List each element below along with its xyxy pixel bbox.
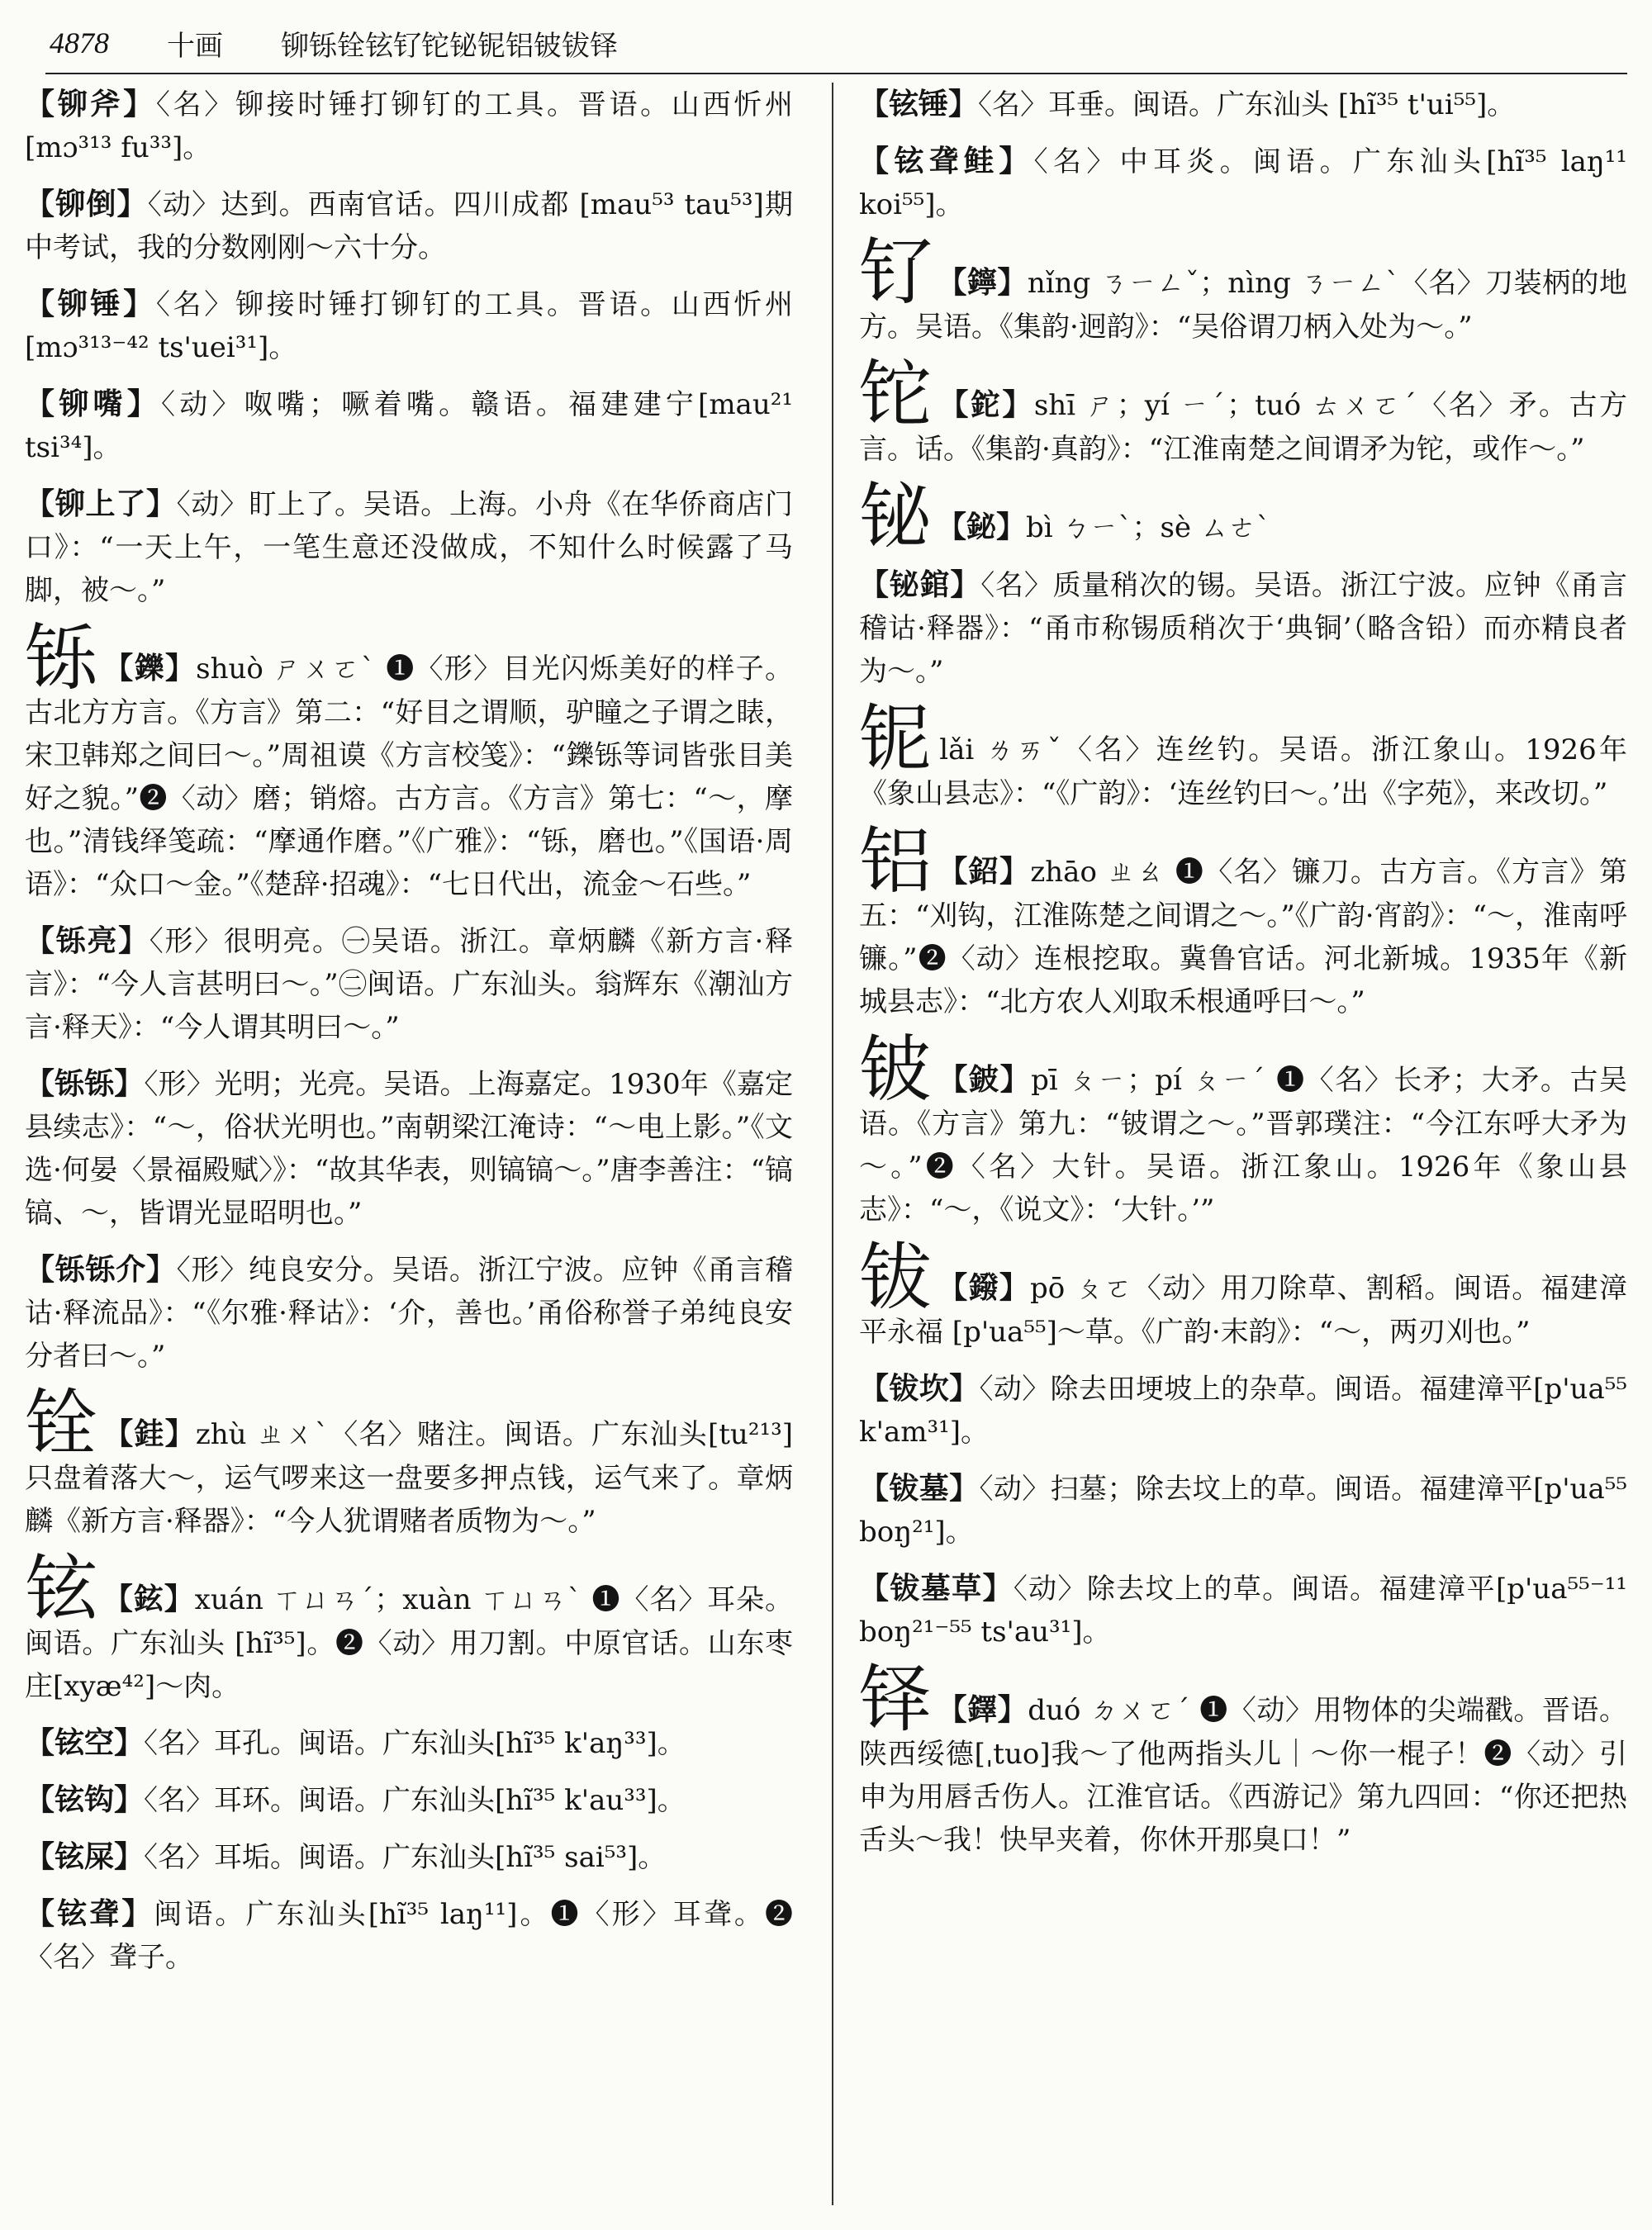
headword-character: 钌: [859, 230, 933, 315]
traditional-form: 【鈹】: [938, 1062, 1032, 1097]
headword-character: 铍: [859, 1027, 933, 1112]
entry-definition: lǎi ㄌㄞˇ〈名〉连丝钓。吴语。浙江象山。1926年《象山县志》：“《广韵》：‘连丝钓曰～。’出《字苑》，来改切。”: [859, 733, 1627, 810]
entry-definition: 闽语。广东汕头[hĩ³⁵ laŋ¹¹]。❶〈形〉耳聋。❷〈名〉聋子。: [25, 1898, 793, 1974]
dictionary-entry: [859, 140, 1627, 226]
entry-headword: 【钹墓草】: [859, 1571, 1014, 1606]
entry-definition: pī ㄆㄧ；pí ㄆㄧˊ ❶〈名〉长矛；大矛。古吴语。《方言》第九：“铍谓之～。”晋郭璞注：“今江东呼大矛为～。”❷〈名〉大针。吴语。浙江象山。1926年《象山县志》：“～，《说文》：‘大针。’”: [859, 1064, 1627, 1226]
entry-definition: 〈名〉耳垂。闽语。广东汕头 [hĩ³⁵ t'ui⁵⁵]。: [978, 88, 1516, 121]
entry-definition: 〈动〉扫墓；除去坟上的草。闽语。福建漳平[p'ua⁵⁵ boŋ²¹]。: [859, 1473, 1627, 1549]
dictionary-entry: [25, 615, 793, 906]
dictionary-entry: [25, 83, 793, 169]
entry-definition: 〈动〉达到。西南官话。四川成都 [mau⁵³ tau⁵³]期中考试，我的分数刚刚～六十分。: [25, 188, 793, 264]
entry-headword: 【铆锤】: [25, 287, 156, 321]
headword-character: 钹: [859, 1235, 933, 1320]
entry-definition: 〈名〉铆接时锤打铆钉的工具。晋语。山西忻州[mɔ³¹³⁻⁴² ts'uei³¹]。: [25, 288, 793, 364]
entry-definition: zhù ㄓㄨˋ〈名〉赌注。闽语。广东汕头[tu²¹³]只盘着落大～，运气啰来这一盘要多押点钱，运气来了。章炳麟《新方言·释器》：“今人犹谓赌者质物为～。”: [25, 1418, 793, 1538]
section-label: 十画: [167, 29, 223, 63]
entry-headword: 【铋錧】: [859, 567, 981, 602]
entry-headword: 【铄铄】: [25, 1066, 145, 1101]
headword-character: 铝: [859, 818, 933, 904]
traditional-form: 【銈】: [103, 1416, 196, 1451]
headword-character: 铨: [25, 1381, 99, 1466]
entry-definition: 〈动〉除去田埂坡上的杂草。闽语。福建漳平[p'ua⁵⁵ k'am³¹]。: [859, 1373, 1627, 1449]
entry-headword: 【铉聋鲑】: [859, 144, 1034, 178]
dictionary-entry: [25, 183, 793, 269]
entry-headword: 【铉屎】: [25, 1839, 145, 1874]
entry-headword: 【铉聋】: [25, 1896, 154, 1931]
traditional-form: 【鉈】: [938, 387, 1034, 422]
column-divider: [832, 83, 833, 2205]
dictionary-entry: [25, 1546, 793, 1708]
dictionary-entry: [25, 1381, 793, 1543]
traditional-form: 【鑏】: [937, 265, 1028, 300]
entry-definition: 〈动〉除去坟上的草。闽语。福建漳平[p'ua⁵⁵⁻¹¹ boŋ²¹⁻⁵⁵ ts'au³¹]。: [859, 1573, 1627, 1649]
entry-definition: 〈名〉耳孔。闽语。广东汕头[hĩ³⁵ k'aŋ³³]。: [144, 1727, 686, 1760]
traditional-form: 【鏺】: [938, 1270, 1031, 1305]
entry-definition: bì ㄅㄧˋ；sè ㄙㄜˋ: [1026, 511, 1270, 544]
dictionary-entry: [859, 1235, 1627, 1354]
entry-headword: 【铄铄介】: [25, 1252, 177, 1287]
dictionary-entry: [859, 1367, 1627, 1454]
dictionary-entry: [859, 1657, 1627, 1862]
entry-definition: shī ㄕ；yí ㄧˊ；tuó ㄊㄨㄛˊ〈名〉矛。古方言。话。《集韵·真韵》：“江淮南楚之间谓矛为铊，或作～。”: [859, 389, 1627, 466]
traditional-form: 【鐸】: [937, 1692, 1028, 1727]
entry-headword: 【铄亮】: [25, 923, 150, 958]
dictionary-entry: [25, 1721, 793, 1765]
entry-definition: 〈动〉呶嘴；噘着嘴。赣语。福建建宁[mau²¹ tsi³⁴]。: [25, 388, 793, 464]
dictionary-entry: [25, 282, 793, 369]
dictionary-entry: [25, 1892, 793, 1979]
headword-character: 铊: [859, 352, 934, 437]
dictionary-entry: [859, 474, 1627, 559]
header-rule: [45, 73, 1627, 74]
right-column: [859, 83, 1627, 2213]
headword-character: 铌: [859, 696, 935, 781]
left-column: [25, 83, 793, 2213]
entry-definition: xuán ㄒㄩㄢˊ；xuàn ㄒㄩㄢˋ ❶〈名〉耳朵。闽语。广东汕头 [hĩ³⁵]。❷〈动〉用刀割。中原官话。山东枣庄[xyæ⁴²]～肉。: [25, 1583, 793, 1703]
traditional-form: 【鉊】: [938, 854, 1031, 889]
dictionary-entry: [859, 563, 1627, 693]
dictionary-entry: [25, 482, 793, 612]
entry-headword: 【钹墓】: [859, 1471, 980, 1506]
dictionary-entry: [25, 1248, 793, 1378]
dictionary-entry: [25, 1062, 793, 1235]
dictionary-entry: [25, 1835, 793, 1879]
entry-definition: 〈形〉光明；光亮。吴语。上海嘉定。1930年《嘉定县续志》：“～，俗状光明也。”南朝梁江淹诗：“～电上影。”《文选·何晏〈景福殿赋〉》：“故其华表，则镐镐～。”唐李善注：“镐镐、～，皆谓光显昭明也。”: [25, 1068, 793, 1230]
dictionary-entry: [859, 1567, 1627, 1654]
entry-definition: 〈名〉中耳炎。闽语。广东汕头[hĩ³⁵ laŋ¹¹ koi⁵⁵]。: [859, 145, 1627, 221]
dictionary-entry: [859, 1467, 1627, 1554]
entry-definition: duó ㄉㄨㄛˊ ❶〈动〉用物体的尖端戳。晋语。陕西绥德[ˌtuo]我～了他两指头儿｜～你一棍子！❷〈动〉引申为用唇舌伤人。江淮官话。《西游记》第九四回：“你还把热舌头～我！快早夹着，你休开那臭口！”: [859, 1694, 1627, 1857]
entry-definition: 〈名〉质量稍次的锡。吴语。浙江宁波。应钟《甬言稽诂·释器》：“甬市称锡质稍次于‘典铜’（略含铅）而亦精良者为～。”: [859, 569, 1627, 688]
headword-character: 铉: [25, 1546, 98, 1631]
dictionary-entry: [859, 230, 1627, 349]
entry-headword: 【铉空】: [25, 1725, 145, 1760]
header-characters: 铆铄铨铉钌铊铋铌铝铍钹铎: [281, 29, 618, 63]
entry-definition: 〈动〉盯上了。吴语。上海。小舟《在华侨商店门口》：“一天上午，一笔生意还没做成，不知什么时候露了马脚，被～。”: [25, 488, 793, 607]
traditional-form: 【鑠】: [103, 651, 197, 686]
dictionary-entry: [859, 83, 1627, 126]
entry-headword: 【铉锤】: [859, 87, 979, 121]
entry-headword: 【铉钩】: [25, 1782, 145, 1817]
entry-definition: pō ㄆㄛ〈动〉用刀除草、割稻。闽语。福建漳平永福 [p'ua⁵⁵]～草。《广韵·末韵》：“～，两刃刈也。”: [859, 1272, 1627, 1349]
entry-definition: 〈名〉耳环。闽语。广东汕头[hĩ³⁵ k'au³³]。: [144, 1784, 686, 1817]
dictionary-entry: [25, 382, 793, 469]
headword-character: 铎: [859, 1657, 933, 1742]
entry-headword: 【铆倒】: [25, 187, 148, 221]
dictionary-entry: [859, 352, 1627, 471]
headword-character: 铄: [25, 615, 99, 700]
traditional-form: 【鉉】: [102, 1582, 195, 1616]
dictionary-entry: [859, 1027, 1627, 1231]
traditional-form: 【鉍】: [937, 510, 1027, 544]
entry-headword: 【铆嘴】: [25, 387, 161, 421]
page-header: [50, 18, 1619, 68]
entry-headword: 【钹坎】: [859, 1371, 980, 1406]
entry-headword: 【铆斧】: [25, 87, 156, 121]
headword-character: 铋: [859, 474, 933, 559]
entry-definition: 〈名〉铆接时锤打铆钉的工具。晋语。山西忻州[mɔ³¹³ fu³³]。: [25, 88, 793, 164]
dictionary-entry: [859, 696, 1627, 815]
dictionary-entry: [25, 919, 793, 1049]
entry-definition: zhāo ㄓㄠ ❶〈名〉镰刀。古方言。《方言》第五：“刈钩，江淮陈楚之间谓之～。”《广韵·宵韵》：“～，淮南呼镰。”❷〈动〉连根挖取。冀鲁官话。河北新城。1935年《新城县志》：“北方农人刈取禾根通呼曰～。”: [859, 856, 1627, 1018]
entry-definition: 〈形〉很明亮。㊀吴语。浙江。章炳麟《新方言·释言》：“今人言甚明曰～。”㊁闽语。广东汕头。翁辉东《潮汕方言·释天》：“今人谓其明曰～。”: [25, 925, 793, 1044]
dictionary-entry: [25, 1778, 793, 1822]
entry-definition: nǐng ㄋㄧㄥˇ；nìng ㄋㄧㄥˋ〈名〉刀装柄的地方。吴语。《集韵·迥韵》：“吴俗谓刀柄入处为～。”: [859, 267, 1627, 344]
entry-definition: 〈形〉纯良安分。吴语。浙江宁波。应钟《甬言稽诂·释流品》：“《尔雅·释诂》：‘介，善也。’甬俗称誉子弟纯良安分者曰～。”: [25, 1254, 793, 1373]
dictionary-entry: [859, 818, 1627, 1023]
entry-definition: shuò ㄕㄨㄛˋ ❶〈形〉目光闪烁美好的样子。古北方方言。《方言》第二：“好目之谓顺，驴瞳之子谓之䁃，宋卫韩郑之间曰～。”周祖谟《方言校笺》：“鑠铄等词皆张目美好之貌。”❷〈动〉磨；销熔。古方言。《方言》第七：“～，摩也。”清钱绎笺疏：“摩通作磨。”《广雅》：“铄，磨也。”《国语·周语》：“众口～金。”《楚辞·招魂》：“七日代出，流金～石些。”: [25, 652, 793, 901]
entry-definition: 〈名〉耳垢。闽语。广东汕头[hĩ³⁵ sai⁵³]。: [144, 1841, 667, 1874]
page-number: 4878: [50, 26, 109, 59]
entry-headword: 【铆上了】: [25, 486, 177, 521]
